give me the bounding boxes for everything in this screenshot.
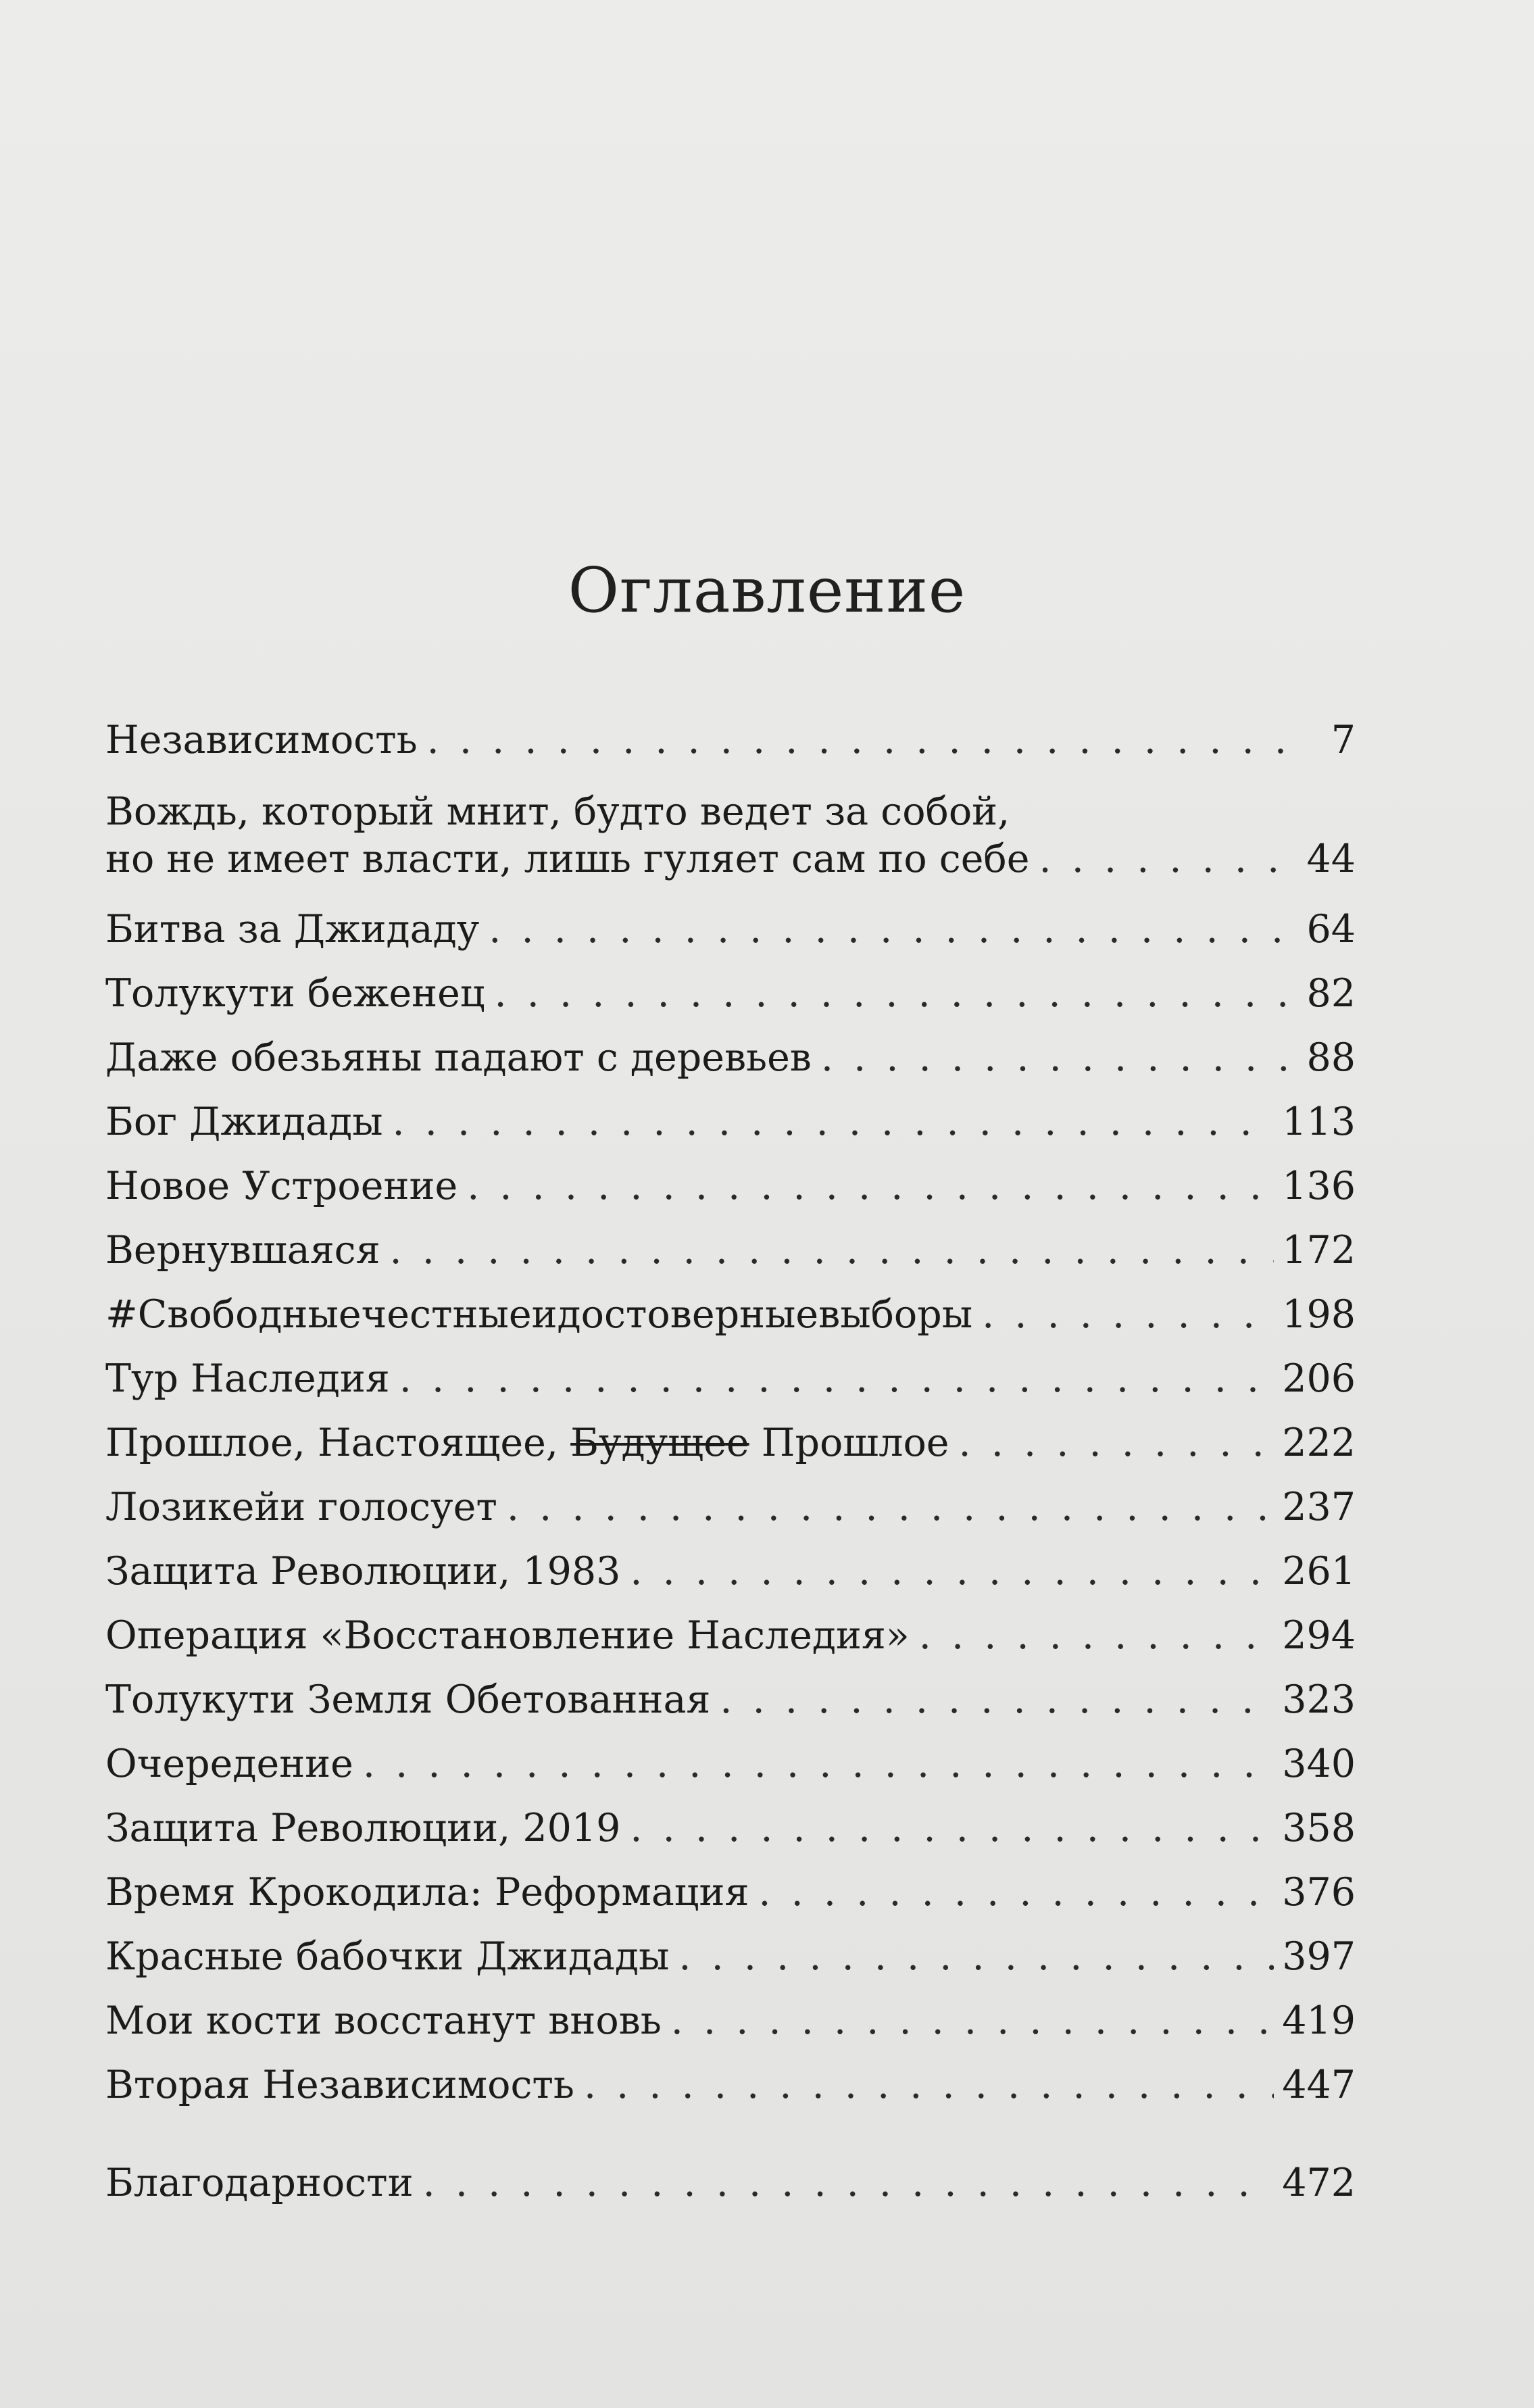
toc-entry [105,1162,1356,1210]
toc-entry [105,1483,1356,1531]
toc-entry [105,1355,1356,1402]
dot-leader [584,2061,1274,2109]
dot-leader [959,1419,1275,1467]
toc-entry-title: Лозикейи голосует [105,1485,497,1529]
page-title: Оглавление [568,554,966,626]
toc-entry [105,1933,1356,1980]
toc-entry-title: Битва за Джидаду [105,907,480,952]
toc-entry [105,2159,1356,2207]
dot-leader [399,1355,1274,1402]
toc-entry [105,906,1356,953]
dot-leader [393,1098,1275,1146]
toc-entry-page: 358 [1282,1806,1356,1850]
dot-leader [427,716,1307,764]
dot-leader [919,1612,1274,1659]
toc-entry [105,1869,1356,1916]
toc-entry-page: 340 [1282,1742,1356,1786]
toc-entry-page: 88 [1306,1035,1356,1080]
dot-leader [671,1997,1274,2044]
toc-entry-title [105,1419,949,1467]
toc-entry-page: 172 [1282,1228,1356,1273]
toc-entry-title-prefix: Прошлое, Настоящее, [105,1421,571,1465]
toc-entry-title-line2: но не имеет власти, лишь гуляет сам по себе [105,837,1030,881]
toc-entry [105,1548,1356,1595]
dot-leader [363,1740,1274,1788]
toc-entry-title: Очередение [105,1742,353,1786]
toc-entry-page: 323 [1282,1677,1356,1722]
toc-entry [105,1804,1356,1852]
toc-entry-title: Толукути беженец [105,971,485,1016]
toc-entry [105,788,1356,883]
toc-entry-title: Бог Джидады [105,1100,383,1144]
toc-entry-title-line1: Вождь, который мнит, будто ведет за собой, [105,789,1010,834]
toc-entry [105,1997,1356,2044]
toc-entry-title: #Свободныечестныеидостоверныевыборы [105,1292,973,1337]
toc-entry-page: 82 [1306,971,1356,1016]
toc-entry [105,1676,1356,1723]
dot-leader [494,970,1298,1017]
toc-entry-page: 261 [1282,1549,1356,1594]
dot-leader [467,1162,1274,1210]
toc-entry-page: 472 [1282,2161,1356,2205]
toc-entry [105,1740,1356,1788]
dot-leader [758,1869,1274,1916]
toc-entry-page: 7 [1331,718,1356,762]
toc-entry-title: Тур Наследия [105,1356,390,1401]
dot-leader [630,1548,1274,1595]
toc-entry-page: 397 [1282,1934,1356,1979]
toc-entry-title: Вернувшаяся [105,1228,380,1273]
toc-entry-page: 222 [1282,1421,1356,1465]
dot-leader [720,1676,1274,1723]
toc-entry-page: 206 [1282,1356,1356,1401]
toc-entry-title: Красные бабочки Джидады [105,1934,670,1979]
toc-entry-title-struck: Будущее [570,1421,749,1465]
toc-entry [105,2061,1356,2109]
toc-entry-page: 237 [1282,1485,1356,1529]
toc-entry-title: Время Крокодила: Реформация [105,1870,749,1915]
toc-entry-title: Защита Революции, 2019 [105,1806,621,1850]
toc-entry-page: 44 [1306,837,1356,881]
dot-leader [507,1483,1274,1531]
toc-entry-title: Благодарности [105,2161,414,2205]
dot-leader [489,906,1298,953]
toc-entry [105,1098,1356,1146]
toc-entry-title: Новое Устроение [105,1164,458,1208]
dot-leader [423,2159,1275,2207]
toc-entry-page: 113 [1282,1100,1356,1144]
toc-entry-title: Операция «Восстановление Наследия» [105,1613,910,1658]
toc-entry-page: 376 [1282,1870,1356,1915]
toc-entry-title: Толукути Земля Обетованная [105,1677,711,1722]
toc-entry [105,1612,1356,1659]
toc-entry-page: 136 [1282,1164,1356,1208]
toc-entry-page: 198 [1282,1292,1356,1337]
toc-entry [105,970,1356,1017]
toc-entry-title: Мои кости восстанут вновь [105,1998,662,2043]
toc-entry-title: Вторая Независимость [105,2063,574,2107]
toc-entry-page: 64 [1306,907,1356,952]
toc-entry-title: Независимость [105,718,418,762]
dot-leader [390,1227,1275,1274]
toc-entry-title: Даже обезьяны падают с деревьев [105,1035,812,1080]
toc-entry [105,1227,1356,1274]
toc-entry [105,1034,1356,1081]
dot-leader [982,1291,1274,1338]
toc-entry-page: 294 [1282,1613,1356,1658]
dot-leader [1039,835,1298,883]
dot-leader [678,1933,1274,1980]
toc-entry-title: Защита Революции, 1983 [105,1549,621,1594]
toc-entry [105,1419,1356,1467]
toc-entry-page: 419 [1282,1998,1356,2043]
toc-entry [105,1291,1356,1338]
dot-leader [630,1804,1274,1852]
toc-entry [105,716,1356,764]
toc-entry-page: 447 [1282,2063,1356,2107]
toc-entry-title-suffix: Прошлое [749,1421,949,1465]
dot-leader [821,1034,1299,1081]
